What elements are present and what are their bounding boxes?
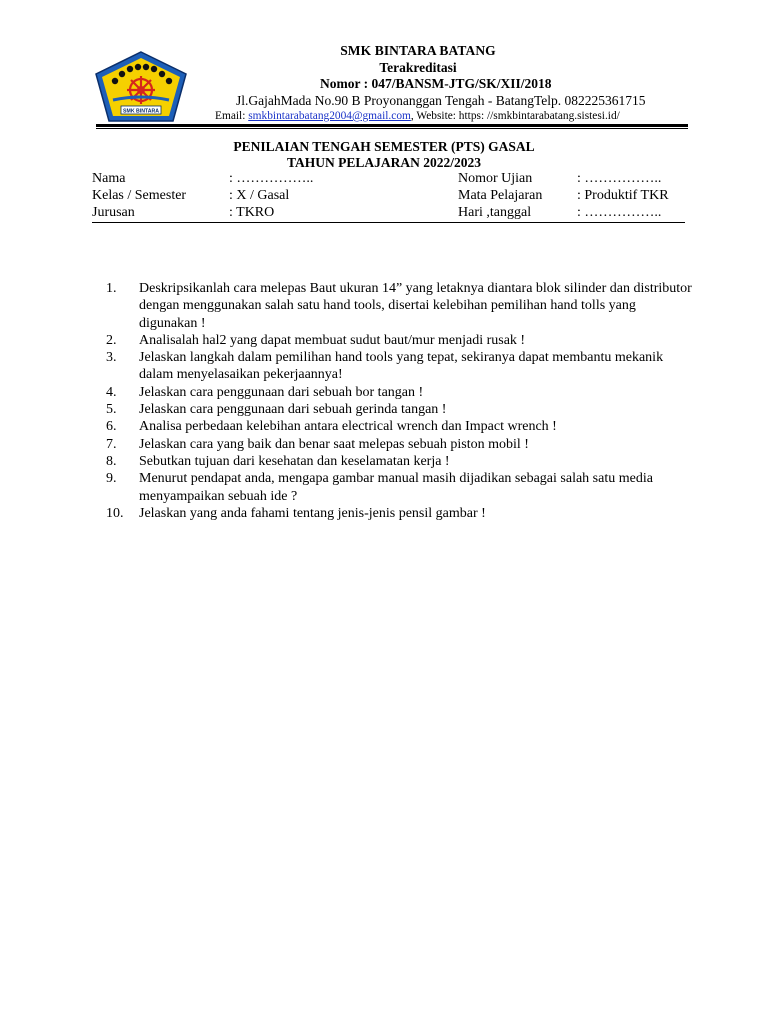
question-text: Analisalah hal2 yang dapat membuat sudut baut/mur menjadi rusak ! bbox=[139, 332, 526, 348]
question-item bbox=[106, 505, 696, 522]
accreditation-status: Terakreditasi bbox=[379, 60, 457, 75]
question-number: 8. bbox=[106, 453, 117, 469]
question-number: 6. bbox=[106, 419, 117, 435]
school-address: Jl.GajahMada No.90 B Proyonanggan Tengah - BatangTelp. 082225361715 bbox=[236, 93, 646, 108]
jurusan-value: : TKRO bbox=[229, 205, 275, 220]
question-item bbox=[106, 453, 696, 470]
kelas-value: : X / Gasal bbox=[229, 188, 290, 203]
header-divider-thin bbox=[96, 128, 688, 129]
question-item bbox=[106, 349, 696, 384]
jurusan-label: Jurusan bbox=[92, 205, 135, 220]
fields-divider bbox=[92, 222, 685, 223]
logo-text: SMK BINTARA bbox=[123, 108, 159, 115]
question-text: Jelaskan cara penggunaan dari sebuah bor tangan ! bbox=[139, 384, 424, 400]
question-item bbox=[106, 418, 696, 435]
question-text: Jelaskan yang anda fahami tentang jenis-jenis pensil gambar ! bbox=[139, 505, 486, 521]
exam-title: PENILAIAN TENGAH SEMESTER (PTS) GASAL bbox=[233, 139, 535, 154]
nama-label: Nama bbox=[92, 171, 126, 186]
question-item bbox=[106, 280, 696, 332]
question-number: 5. bbox=[106, 402, 117, 418]
question-item bbox=[106, 332, 696, 349]
email-label: Email: bbox=[215, 110, 246, 122]
school-name: SMK BINTARA BATANG bbox=[340, 43, 496, 58]
question-item bbox=[106, 436, 696, 453]
contact-line bbox=[215, 110, 620, 122]
question-text: Analisa perbedaan kelebihan antara electrical wrench dan Impact wrench ! bbox=[139, 419, 557, 435]
question-number: 7. bbox=[106, 436, 117, 452]
accreditation-number: Nomor : 047/BANSM-JTG/SK/XII/2018 bbox=[320, 76, 552, 91]
mata-pelajaran-value: : Produktif TKR bbox=[577, 188, 669, 203]
question-text: Menurut pendapat anda, mengapa gambar manual masih dijadikan sebagai salah satu media menyampaikan sebuah ide ? bbox=[139, 471, 653, 504]
hari-tanggal-label: Hari ,tanggal bbox=[458, 205, 532, 220]
question-text: Sebutkan tujuan dari kesehatan dan keselamatan kerja ! bbox=[139, 453, 450, 469]
header-divider-thick bbox=[96, 124, 688, 127]
question-number: 3. bbox=[106, 350, 117, 366]
question-text: Jelaskan cara penggunaan dari sebuah gerinda tangan ! bbox=[139, 402, 447, 418]
kelas-label: Kelas / Semester bbox=[92, 188, 187, 203]
website-text: , Website: https: //smkbintarabatang.sistesi.id/ bbox=[410, 110, 620, 122]
question-text: Jelaskan langkah dalam pemilihan hand tools yang tepat, sekiranya dapat membantu mekanik dalam menyelasaikan pekerjaannya! bbox=[139, 350, 664, 383]
nomor-ujian-value: : …………….. bbox=[577, 171, 662, 186]
question-text: Jelaskan cara yang baik dan benar saat melepas sebuah piston mobil ! bbox=[139, 436, 529, 452]
exam-year: TAHUN PELAJARAN 2022/2023 bbox=[286, 155, 481, 170]
question-item bbox=[106, 470, 696, 505]
question-number: 10. bbox=[106, 505, 124, 521]
question-item bbox=[106, 384, 696, 401]
hari-tanggal-value: : …………….. bbox=[577, 205, 662, 220]
question-number: 4. bbox=[106, 384, 117, 400]
mata-pelajaran-label: Mata Pelajaran bbox=[458, 188, 543, 203]
question-text: Deskripsikanlah cara melepas Baut ukuran 14” yang letaknya diantara blok silinder dan distributor dengan menggunakan salah satu hand tools, disertai kelebihan pemilihan hand tolls yang digunakan ! bbox=[139, 281, 692, 331]
nama-value: : …………….. bbox=[229, 171, 314, 186]
email-link[interactable]: smkbintarabatang2004@gmail.com bbox=[248, 110, 411, 122]
question-list bbox=[106, 280, 696, 522]
question-number: 9. bbox=[106, 471, 117, 487]
question-item bbox=[106, 401, 696, 418]
question-number: 2. bbox=[106, 332, 117, 348]
nomor-ujian-label: Nomor Ujian bbox=[458, 171, 533, 186]
question-number: 1. bbox=[106, 281, 117, 296]
